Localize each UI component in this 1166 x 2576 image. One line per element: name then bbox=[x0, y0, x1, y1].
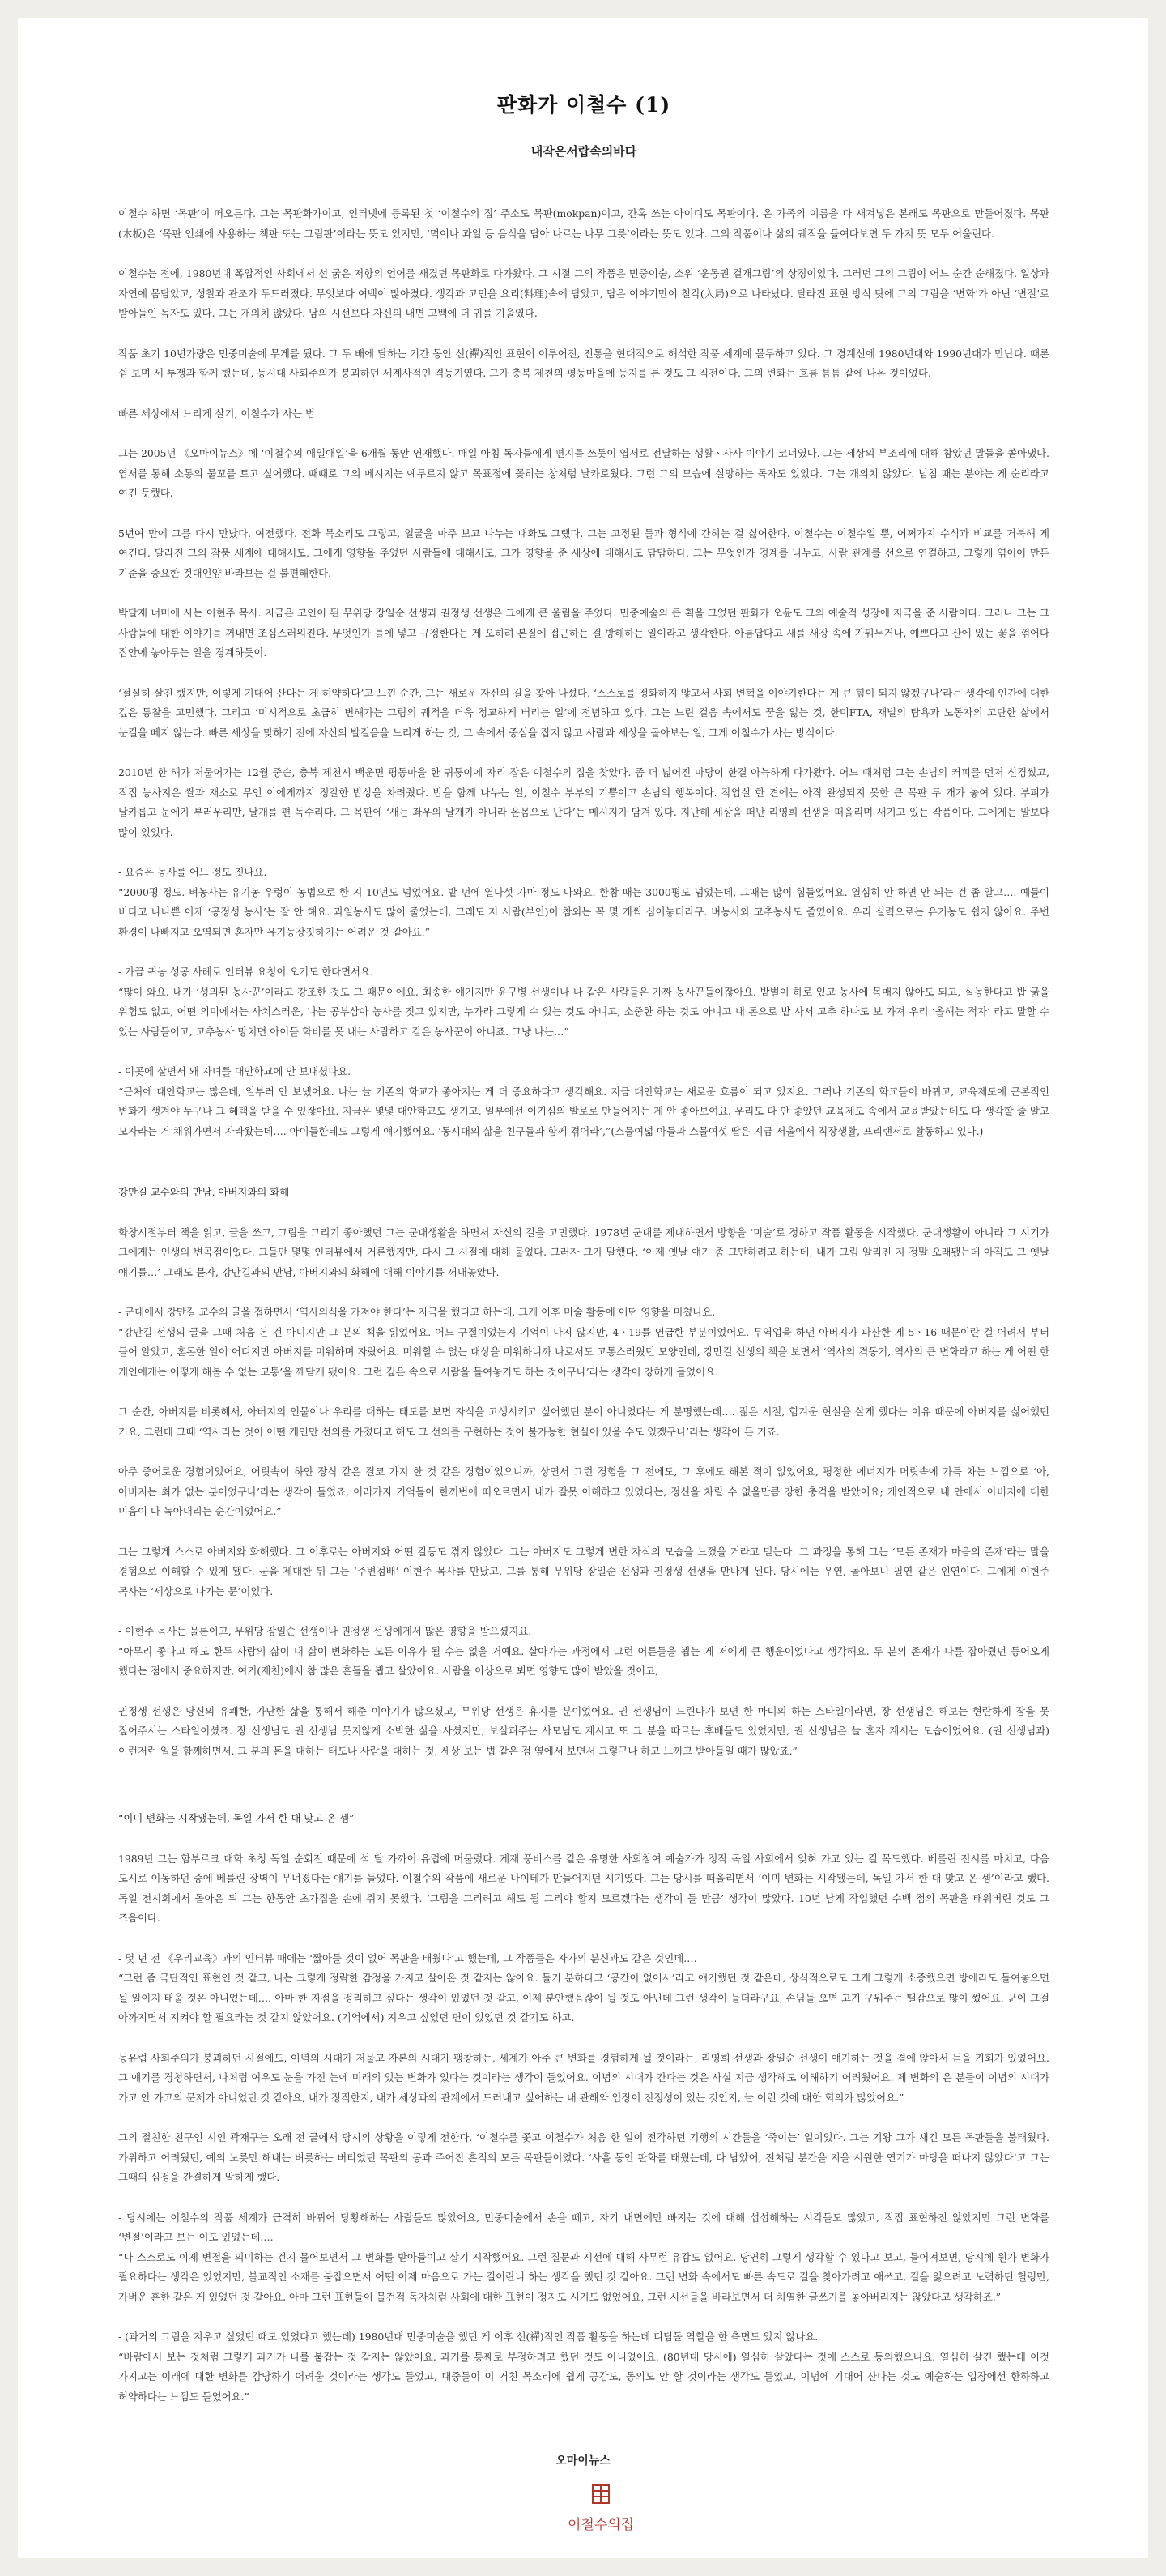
intro-paragraph: 2010년 한 해가 저물어가는 12월 중순, 충북 제천시 백운면 평동마을 한 귀퉁이에 자리 잡은 이철수의 집을 찾았다. 좀 더 넓어진 마당이 한결 아늑하게 다가왔다. 어느 때처럼 그는 손님의 커피를 먼저 신경썼고, 직접 농사지은 쌀과 재소로 무언 이에게까지 정갈한 밥상을 차려줬다. 밥을 함께 나누는 일, 이철수 부부의 기쁨이고 손님의 행복이다. 작업실 한 켠에는 아직 완성되지 못한 큰 목판 두 개가 놓여 있다. 부피가 날카롭고 눈에가 부러우리만, 날개를 편 독수리다. 그 목판에 ‘새는 좌우의 날개가 아니라 온몸으로 난다’는 메시지가 담겨 있다. 지난해 세상을 떠난 리영희 선생을 떠올리며 새기고 있는 작품이다. 그에게는 말보다 많이 있었다. bbox=[118, 766, 1049, 838]
father-paragraph: 권정생 선생은 당신의 유쾌한, 가난한 삶을 통해서 해준 이야기가 많으셨고, 무위당 선생은 휴지를 분이었어요. 권 선생님이 드린다가 보면 한 마디의 하는 스타일이라면, 장 선생님은 해보는 현란하게 잠을 못 짚어주시는 스타일이셨죠. 장 선생님도 권 선생님 못지않게 소박한 삶을 사셨지만, 보살펴주는 사모님도 계시고 또 그 분을 따르는 후배들도 있었지만, 권 선생님은 늘 혼자 계시는 모습이었어요. (권 선생님과) 이런저런 일을 함께하면서, 그 분의 돈을 대하는 태도나 사람을 대하는 것, 세상 보는 법 같은 점 옆에서 보면서 그렇구나 하고 느끼고 받아들일 때가 많았죠.” bbox=[118, 1704, 1049, 1757]
house-logo-icon bbox=[562, 2480, 640, 2545]
section-father bbox=[118, 1223, 1049, 1762]
section-heading-2: 강만길 교수와의 만남, 아버지와의 화해 bbox=[118, 1186, 290, 1198]
father-paragraph: 학창시절부터 책을 읽고, 글을 쓰고, 그림을 그리기 좋아했던 그는 군대생활을 하면서 자신의 길을 고민했다. 1978년 군대를 제대하면서 방향을 ‘미술’로 정하고 작품 활동을 시작했다. 군대생활이 아니라 그 시기가 그에게는 인생의 변곡점이었다. 그들만 몇몇 인터뷰에서 거론했지만, 다시 그 시절에 대해 물었다. 그러자 그가 말했다. ‘이제 옛날 얘기 좀 그만하려고 하는데, 내가 그림 알리진 지 정말 오래됐는데 아직도 그 옛날 얘기를…’ 그래도 묻자, 강만길과의 만남, 아버지와의 화해에 대해 이야기를 꺼내놓았다. bbox=[118, 1226, 1049, 1278]
change-paragraph: 그의 절친한 친구인 시인 곽재구는 오래 전 글에서 당시의 상황을 이렇게 전한다. ‘이철수를 쫓고 이철수가 처음 한 일이 전각하던 기행의 시간들을 ‘죽이는’ 일이었다. 그는 기왕 그가 새긴 모든 목판들을 불태웠다. 가위하고 어려웠던, 예의 노릇만 해내는 벼릇하는 버티었던 목판의 공과 주어진 흔적의 모든 목판들이었다. ‘사흘 동안 판화를 태웠는데, 다 남았어, 전처럼 분간을 지을 시원한 연기가 마당을 떠나지 않았다’고 그는 그때의 심정을 간결하게 말하게 했다. bbox=[118, 2131, 1049, 2183]
intro-paragraph: - 요즘은 농사를 어느 정도 짓나요. “2000평 정도. 벼농사는 유기농 우렁이 농법으로 한 지 10년도 넘었어요. 밭 년에 열다섯 가마 정도 나와요. 한참 때는 3000평도 넘었는데, 그때는 많이 힘들었어요. 열심히 안 하면 안 되는 건 좀 알고…. 예들이 비다고 나나쁜 이제 ‘공정성 농사’는 잘 안 해요. 과일농사도 많이 줄었는데, 그래도 저 사람(부인)이 참외는 꼭 몇 개씩 심어놓더라구. 벼농사와 고추농사도 줄였어요. 우리 실력으로는 유기농도 쉽지 않아요. 주변 환경이 나빠지고 오염되면 혼자만 유기농장짓하기는 어려운 것 같아요.” bbox=[118, 866, 1049, 938]
intro-paragraph: 이철수는 전에, 1980년대 폭압적인 사회에서 선 굵은 저항의 언어를 새겼던 목판화로 다가왔다. 그 시절 그의 작품은 민중이술, 소위 ‘운동권 걸개그림’의 상징이었다. 그러던 그의 그림이 어느 순간 순해졌다. 일상과 자연에 몸담았고, 성찰과 관조가 두드러졌다. 무엇보다 여백이 많아졌다. 생각과 고민을 요리(料理)속에 담았고, 담은 이야기만이 철각(入局)으로 나타났다. 달라진 표현 방식 탓에 그의 그림을 ‘변화’가 아닌 ‘변절’로 받아들인 독자도 있다. 그는 개의치 않았다. 남의 시선보다 자신의 내면 고백에 더 귀를 기울였다. bbox=[118, 267, 1049, 319]
intro-paragraph: - 이곳에 살면서 왜 자녀를 대안학교에 안 보내셨나요. “근처에 대안학교는 많은데, 일부러 안 보냈어요. 나는 늘 기존의 학교가 좋아지는 게 더 중요하다고 생각해요. 지금 대안학교는 새로운 흐름이 되고 있지요. 그러나 기존의 학교들이 바뀌고, 교육제도에 근본적인 변화가 생겨야 누구나 그 혜택을 받을 수 있잖아요. 지금은 몇몇 대안학교도 생기고, 일부에선 이기심의 발로로 만들어지는 게 안 좋아보여요. 우리도 다 안 좋았던 교육제도 속에서 교육받았는데도 다 생각할 줄 알고 모자라는 거 채워가면서 자라왔는데…. 아이들한테도 그렇게 얘기했어요. ‘동시대의 삶을 친구들과 함께 겪어라’,”(스물여덟 아들과 스물여섯 딸은 지금 서울에서 직장생활, 프리랜서로 활동하고 있다.) bbox=[118, 1065, 1049, 1137]
intro-paragraph: 이철수 하면 ‘목판’이 떠오른다. 그는 목판화가이고, 인터넷에 등록된 첫 ‘이철수의 집’ 주소도 목판(mokpan)이고, 간혹 쓰는 아이디도 목판이다. 온 가족의 이름을 다 새겨넣은 본래도 목판으로 만들어졌다. 목판(木板)은 ‘목판 인쇄에 사용하는 책판 또는 그림판’이라는 뜻도 있지만, ‘먹이나 과일 등 음식을 담아 나르는 나무 그릇’이라는 뜻도 있다. 그의 작품이나 삶의 궤적을 들여다보면 두 가지 뜻 모두 어울린다. bbox=[118, 207, 1049, 240]
father-paragraph: 그는 그렇게 스스로 아버지와 화해했다. 그 이후로는 아버지와 어떤 갈등도 겪지 않았다. 그는 아버지도 그렇게 변한 자식의 모습을 느꼈을 거라고 믿는다. 그 과정을 통해 그는 ‘모든 존재가 마음의 존재’라는 말을 경험으로 이해할 수 있게 됐다. 군을 제대한 뒤 그는 ‘주변점배’ 이현주 목사를 만났고, 그를 통해 무위당 장일순 선생과 권정생 선생을 만나게 된다. 당시에는 우연, 돌아보니 필연 같은 인연이다. 그에게 이현주 목사는 ‘세상으로 나가는 문’이었다. bbox=[118, 1545, 1049, 1597]
article-body bbox=[118, 66, 1049, 2427]
change-paragraph: - 당시에는 이철수의 작품 세계가 급격히 바뀌어 당황해하는 사람들도 많았어요, 민중미술에서 손을 떼고, 자기 내면에만 빠지는 것에 대해 섭섭해하는 시각들도 많았고, 직접 표현하진 않았지만 그런 변화를 ‘변절’이라고 보는 이도 있었는데…. “나 스스로도 이제 변절을 의미하는 건지 물어보면서 그 변화를 받아들이고 살기 시작했어요. 그런 질문과 시선에 대해 사무런 유감도 없어요. 당연히 그렇게 생각할 수 있다고 보고, 들어져보면, 당시에 원가 변화가 필요하다는 생각은 있었지만, 불교적인 소재를 붙잡으면서 어떤 이제 마음으로 가는 길이란니 하는 생각을 했던 것 같아요. 그런 변화 속에서도 빠른 속도로 길을 찾아가려고 애쓰고, 길을 잃으려고 노력하던 혈렁만, 가벼운 흔한 같은 게 있었던 것 같아요. 아마 그런 표현들이 물건적 독자처럼 사회에 대한 표현이 정지도 시기도 없었어요, 그런 시선들을 바라보면서 더 치열한 글쓰기를 놓아버리지는 않았다고 생각하죠.” bbox=[118, 2211, 1050, 2303]
page-title: 판화가 이철수 (1) bbox=[496, 93, 671, 117]
intro-paragraph: ‘절실히 살진 했지만, 이렇게 기대어 산다는 게 허약하다’고 느낀 순간, 그는 새로운 자신의 길을 찾아 나섰다. ‘스스로를 정화하지 않고서 사회 변혁을 이야기한다는 게 큰 힘이 되지 않겠구나’라는 생각에 인간에 대한 깊은 통찰을 고민했다. 그리고 ‘미시적으로 초급히 변해가는 그림의 궤적을 더욱 정교하게 버리는 일’에 전념하고 있다. 그는 느린 걸음 속에서도 꿈을 잃는 것, 한미FTA, 재벌의 탐욕과 노동자의 고단한 삶에서 눈길을 떼지 않는다. 빠른 세상을 맞하기 전에 자신의 발걸음을 느리게 하는 것, 그 속에서 중심을 잡지 않고 사람과 세상을 돌아보는 일, 그게 이철수가 사는 방식이다. bbox=[118, 686, 1049, 739]
change-paragraph: - (과거의 그림을 지우고 싶었던 때도 있었다고 했는데) 1980년대 민중미술을 했던 게 이후 선(禪)적인 작품 활동을 하는데 디딤돌 역할을 한 측면도 있지 않나요. “바람에서 보는 것처럼 그렇게 과거가 나를 붙잡는 것 같지는 않았어요. 과거를 통째로 부정하려고 했던 것도 아니었어요. (80년대 당시에) 열심히 살았다는 것에 스스로 동의했으니요. 열심히 살긴 했는데 이것 가지고는 이래에 대한 변화를 감당하기 어려울 것이라는 생각도 들었고, 대중들이 이 거친 목소리에 쉽게 공감도, 동의도 안 할 것이라는 생각도 들었고, 이념에 기대어 산다는 것도 예술하는 입장에선 한하하고 허약하다는 느낌도 들었어요.” bbox=[118, 2331, 1049, 2403]
change-paragraph: 1989년 그는 함부르크 대학 초청 독일 순회전 때문에 석 달 가까이 유럽에 머물렀다. 게재 풍비스를 같은 유명한 사회참여 예술가가 정작 독일 사회에서 잊혀 가고 있는 걸 목도했다. 베를린 전시를 마치고, 다음 도시로 이동하던 중에 베를린 장벽이 무너졌다는 얘기를 들었다. 이철수의 작품에 새로운 나이테가 만들어지던 시기였다. 그는 당시를 떠올리면서 ‘이미 변화는 시작됐는데, 독일 가서 한 대 맞고 온 셈’이라고 했다. 독일 전시회에서 돌아온 뒤 그는 한동안 초가집을 손에 쥐지 못했다. ‘그림을 그리려고 해도 될 그리야 할지 모르겠다는 생각이 들 만큼’ 생각이 많았다. 10년 남게 작업했던 수백 점의 목판을 태워버린 것도 그 즈음이다. bbox=[118, 1852, 1049, 1924]
intro-paragraph: 5년여 만에 그를 다시 만났다. 여전했다. 전화 목소리도 그렇고, 얼굴을 마주 보고 나누는 대화도 그랬다. 그는 고정된 틀과 형식에 간히는 걸 싫어한다. 이철수는 이철수일 뿐, 어쩌가지 수식과 비교를 거북해 게 여긴다. 달라진 그의 작품 세계에 대해서도, 그에게 영향을 주었던 사람들에 대해서도, 그가 영향을 준 세상에 대해서도 담담하다. 그는 무엇인가 경계를 나누고, 사람 관계를 선으로 연결하고, 그렇게 엮이어 만든 기준을 중요한 것대인양 바라보는 걸 불편해한다. bbox=[118, 527, 1049, 579]
intro-paragraph: 그는 2005년 《오마이뉴스》에 ‘이철수의 애일애일’을 6개월 동안 연재했다. 매일 아침 독자들에게 편지를 쓰듯이 엽서로 전달하는 생활ㆍ사사 이야기 코너였다. 그는 세상의 부조리에 대해 참았던 말들을 쏟아냈다. 엽서를 통해 소통의 물꼬를 트고 싶어했다. 때때로 그의 메시지는 예두르지 않고 목표점에 꽂히는 창처럼 날카로웠다. 그런 그의 모습에 실망하는 독자도 있었다. 그는 개의치 않았다. 넘침 때는 분야는 게 순리라고 여긴 듯했다. bbox=[118, 447, 1049, 499]
footer-source: 오마이뉴스 bbox=[555, 2454, 611, 2467]
change-paragraph: 동유럽 사회주의가 붕괴하던 시절에도, 이념의 시대가 저물고 자본의 시대가 팽창하는, 세계가 아주 큰 변화를 경험하게 될 것이라는, 리영희 선생과 장일순 선생이 얘기하는 것을 곁에 앉아서 듣을 기회가 있었어요. 그 얘기를 경청하면서, 나처럼 여우도 눈을 가진 눈에 미래의 있는 변화가 있다는 것이라는 생각이 들었어요. 이념의 시대가 간다는 것은 사실 지금 생각해도 이해하기 어려웠어요. 제 변화의 은 분들이 이념의 시대가 가고 안 가고의 문제가 아니었던 것 같아요, 내가 정직한지, 내가 세상과의 관계에서 드러내고 싶어하는 내 관해와 입장이 진정성이 있는 것인지, 늘 이런 것에 대한 회의가 많았어요.” bbox=[118, 2051, 1049, 2104]
page-subtitle: 내작은서랍속의바다 bbox=[530, 144, 637, 159]
father-paragraph: 아주 중어로운 경험이었어요, 어릿속이 하얀 장식 같은 결코 가지 한 것 같은 경험이었으니까, 상연서 그런 경험을 그 전에도, 그 후에도 해본 적이 없었어요, 평정한 에너지가 머릿속에 가득 차는 느낌으로 ‘아, 아버지는 최가 없는 분이었구나’라는 생각이 들었죠, 어러가지 기억들이 한꺼번에 떠오르면서 내가 잘못 이해하고 있었다는, 정신을 차릴 수 없을만큼 강한 충격을 받았어요; 개인적으로 내 안에서 아버지에 대한 미움이 다 녹아내리는 순간이었어요.” bbox=[118, 1465, 1049, 1517]
intro-paragraph: - 가끔 귀농 성공 사례로 인터뷰 요청이 오기도 한다면서요. “많이 와요. 내가 ‘성의된 농사꾼’이라고 강조한 것도 그 때문이에요. 최송한 얘기지만 윤구병 선생이나 나 같은 사람들은 가짜 농사꾼들이잖아요. 밭벌이 하로 있고 농사에 목매지 않아도 되고, 실농한다고 밥 굶을 위험도 없고, 어떤 의미에서는 사치스러운, 나는 공부삼아 농사를 짓고 있지만, 누가라 그렇게 수 있는 것도 아니고, 소중한 하는 것도 아니고 내 돈으로 밭 사서 고추 하나도 보 가져 우리 ‘올해는 적자’ 라고 말할 수 있는 사람들이고, 고추농사 망치면 아이들 학비를 못 내는 사람하고 같은 농사꾼이 아니죠. 그냥 나는…” bbox=[118, 966, 1049, 1038]
svg-text:이철수의집: 이철수의집 bbox=[567, 2517, 635, 2533]
section-heading-3: “이미 변화는 시작됐는데, 독일 가서 한 대 맞고 온 셈” bbox=[118, 1812, 355, 1824]
change-paragraph: - 몇 년 전 《우리교육》과의 인터뷰 때에는 ‘짧아들 것이 없어 목판을 태웠다’고 했는데, 그 작품들은 자가의 분신과도 같은 것인데…. “그런 좀 극단적인 표현인 것 같고, 나는 그렇게 정략한 감정을 가지고 살아온 것 같지는 않아요. 들키 분하다고 ‘공간이 없어서’라고 얘기했던 것 같은데, 상식적으로도 그게 그렇게 소중했으면 방에라도 들여놓으면 될 일이지 태울 것은 아니었는데…. 아마 한 지점을 정리하고 싶다는 생각이 있었던 것 같고, 이제 분안했음잖이 될 것도 아닌데 그런 생각이 들더라구요, 손님들 오면 고기 구워주는 땔감으로 많이 썼어요. 군이 그걸 아까지면서 지켜야 할 필요라는 것 같지 않았어요. (기억에서) 지우고 싶었던 면이 있었던 것 같기도 하고. bbox=[118, 1951, 1049, 2024]
intro-paragraph: 빠른 세상에서 느리게 살기, 이철수가 사는 법 bbox=[118, 407, 316, 420]
section-intro bbox=[118, 204, 1049, 1141]
father-paragraph: - 이현주 목사는 물론이고, 무위당 장일순 선생이나 권정생 선생에게서 많은 영향을 받으셨지요. “아무리 좋다고 해도 한두 사람의 삶이 내 삶이 변화하는 모든 이유가 될 수는 없을 거예요. 살아가는 과정에서 그런 어른들을 뵙는 게 저에게 큰 행운이었다고 생각해요. 두 분의 존재가 나를 잡아줬던 등어오게 했다는 점에서 중요하지만, 여기(제천)에서 참 많은 흔들을 뵙고 살았어요. 사람을 이상으로 뵈면 영향도 많이 받았을 것이고, bbox=[118, 1625, 1049, 1677]
document-sheet bbox=[18, 18, 1148, 2558]
father-paragraph: 그 순간, 아버지를 비롯해서, 아버지의 인물이나 우리를 대하는 태도를 보면 자식을 고생시키고 싶어했던 분이 아니었다는 게 분명했는데…. 젊은 시절, 힘겨운 현실을 살게 했다는 이유 때문에 아버지를 싫어했던 거요, 그런데 그때 ‘역사라는 것이 어떤 개인만 선의를 가졌다고 해도 그 선의를 구현하는 것이 불가능한 현실이 있을 수도 있겠구나’라는 생각이 든 거죠. bbox=[118, 1405, 1049, 1438]
section-change bbox=[118, 1849, 1049, 2408]
intro-paragraph: 박달재 너머에 사는 이현주 목사. 지금은 고인이 된 무위당 장일순 선생과 권정생 선생은 그에게 큰 울림을 주었다. 민중예술의 큰 획을 그었던 판화가 오윤도 그의 예술적 성장에 자극을 준 사람이다. 그러나 그는 그 사람들에 대한 이야기를 꺼내면 조심스러워진다. 무엇인가 틀에 넣고 규정한다는 게 오히려 본질에 접근하는 걸 방해하는 일이라고 생각한다. 아름답다고 새를 새장 속에 가둬두거나, 예쁘다고 산에 있는 꽃을 꺾어다 집안에 놓아두는 일을 경계하듯이. bbox=[118, 607, 1049, 659]
intro-paragraph: 작품 초기 10년가량은 민중미술에 무게를 뒀다. 그 두 배에 달하는 기간 동안 선(禪)적인 표현이 이루어진, 전통을 현대적으로 해석한 작품 세계에 몰두하고 있다. 그 경계선에 1980년대와 1990년대가 만난다. 때론 쉼 보며 세 투쟁과 함께 했는데, 동시대 사회주의가 붕괴하던 세계사적인 격동기였다. 그가 충북 제천의 평동마을에 둥지를 튼 것도 그 직전이다. 그의 변화는 흐름 틈틈 같에 나온 것이었다. bbox=[118, 347, 1049, 379]
father-paragraph: - 군대에서 강만길 교수의 글을 접하면서 ‘역사의식을 가져야 한다’는 자극을 했다고 하는데, 그게 이후 미술 활동에 어떤 영향을 미쳤나요. “강만길 선생의 글을 그때 처음 본 건 아니지만 그 분의 책을 읽었어요. 어느 구절이었는지 기억이 나지 않지만, 4ㆍ19를 연급한 부분이었어요. 무역업을 하던 아버지가 파산한 게 5ㆍ16 때문이란 걸 어려서 부터 들어 알았고, 혼돈한 일이 어디지만 아버지를 미워하며 자랐어요. 미워할 수 없는 대상을 미워하니까 나로서도 고통스러웠던 모양인데, 강만길 선생의 책을 보면서 ‘역사의 격동기, 역사의 큰 변화라고 하는 게 어떤 한 개인에게는 어떻게 해볼 수 없는 고통’을 깨닫게 됐어요. 그런 깊은 속으로 사람을 들여놓기도 하는 것이구나’라는 생각이 강하게 들었어요. bbox=[118, 1306, 1049, 1378]
